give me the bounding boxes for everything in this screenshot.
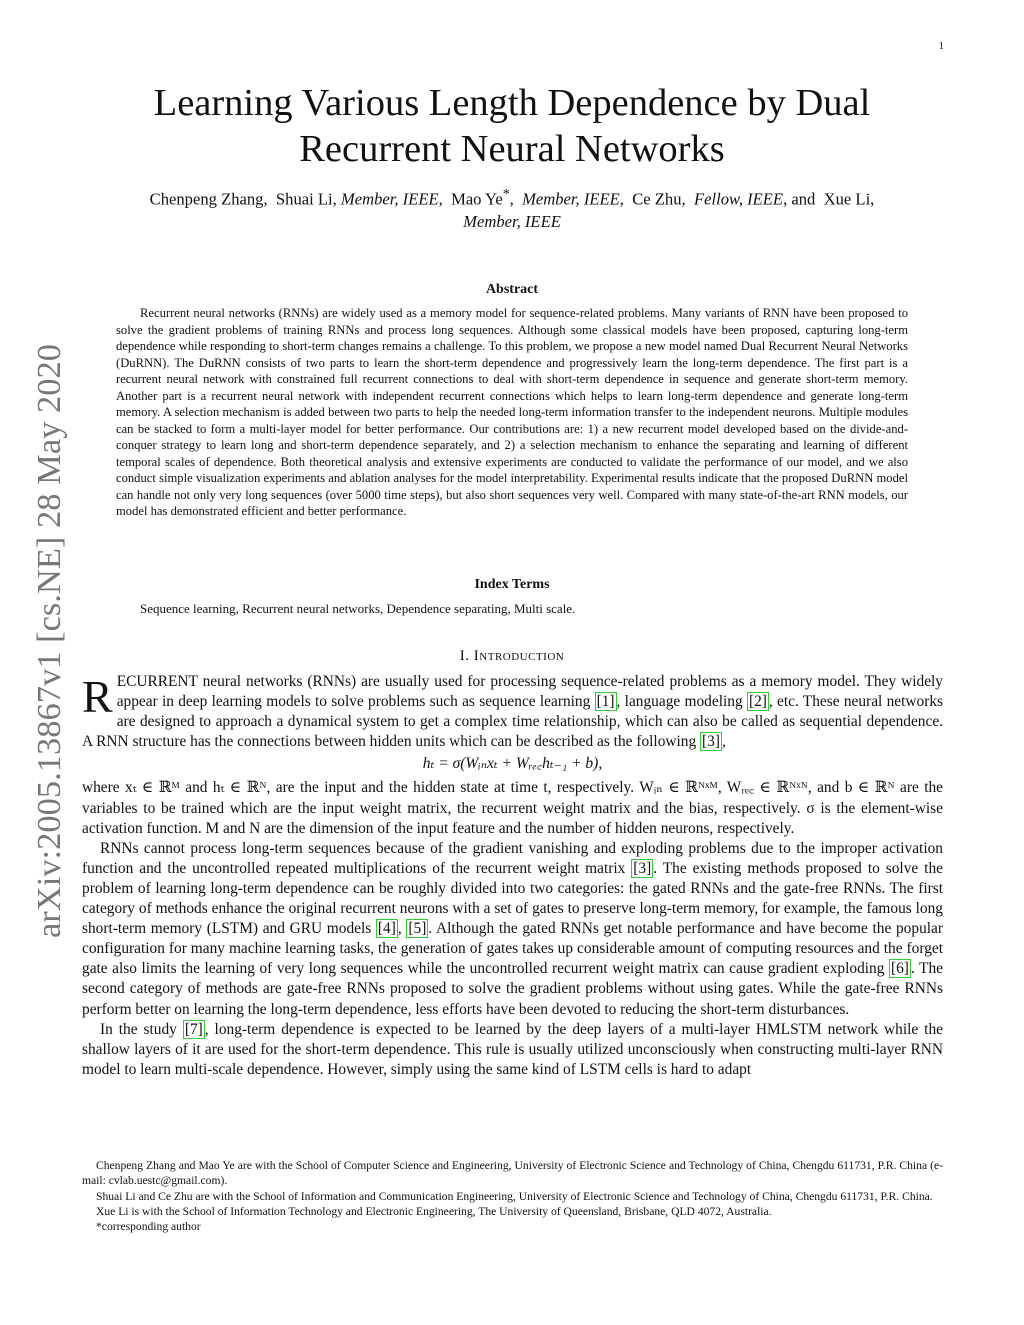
citation-link[interactable]: [5] bbox=[408, 920, 427, 938]
section-heading bbox=[82, 648, 942, 665]
author-and: and bbox=[791, 189, 816, 209]
citation-link[interactable]: [3] bbox=[633, 859, 652, 877]
intro-text: RNNs cannot process long-term sequences because of the gradient vanishing and exploding problems due to the improper activation function and the uncontrolled repeated multiplications of the recurrent weight matrix bbox=[82, 839, 943, 877]
rnn-equation: hₜ = σ(Wᵢₙxₜ + Wᵣₑ꜀hₜ₋₁ + b), bbox=[422, 755, 603, 773]
abstract-text: Recurrent neural networks (RNNs) are widely used as a memory model for sequence-related problems. Many variants of RNN have been proposed to solve the gradient problems of training RNNs and process long sequences. Although some classical models have been proposed, capturing long-term dependence while responding to short-term changes remains a challenge. To this problem, we propose a new model named Dual Recurrent Neural Networks (DuRNN). The DuRNN consists of two parts to learn the short-term dependence and progressively learn the long-term dependence. The first part is a recurrent neural network with constrained full recurrent connections to deal with short-term dependence in sequence and generate short-term memory. Another part is a recurrent neural network with independent recurrent connections which helps to learn long-term dependence and generate long-term memory. A selection mechanism is added between two parts to help the needed long-term information transfer to the independent neurons. Multiple modules can be stacked to form a multi-layer model for better performance. Our contributions are: 1) a new recurrent model developed based on the divide-and-conquer strategy to learn long and short-term dependence separately, and 2) a selection mechanism to enhance the separating and learning of different temporal scales of dependence. Both theoretical analysis and extensive experiments are conducted to validate the performance of our model, and we also conduct simple visualization experiments and ablation analyses for the model interpretability. Experimental results indicate that the proposed DuRNN model can handle not only very long sequences (over 5000 time steps), but also short sequences very well. Compared with many state-of-the-art RNN models, our model has demonstrated efficient and better performance. bbox=[116, 306, 908, 518]
intro-paragraph-4 bbox=[82, 1020, 943, 1080]
title-line-2: Recurrent Neural Networks bbox=[299, 128, 725, 170]
intro-text: , language modeling bbox=[616, 693, 747, 711]
footnote: Chenpeng Zhang and Mao Ye are with the School of Computer Science and Engineering, University of Electronic Science and Technology of China, Chengdu 611731, P.R. China (e-mail: cvlab.uestc@gmail.com). bbox=[82, 1159, 943, 1188]
introduction-body bbox=[82, 672, 943, 1080]
intro-text: . The second category of methods are gate-free RNNs proposed to solve the gradient problems without using gates. While the gate-free RNNs perform better on learning the long-term dependence, less efforts have been devoted to reducing the short-term disturbances. bbox=[82, 960, 943, 1018]
citation-link[interactable]: [3] bbox=[702, 733, 720, 751]
author-5: Xue Li, bbox=[823, 189, 875, 209]
citation-link[interactable]: [1] bbox=[596, 693, 615, 711]
footnotes bbox=[82, 1158, 943, 1234]
arxiv-stamp bbox=[18, 340, 70, 940]
index-terms-heading: Index Terms bbox=[474, 577, 550, 592]
citation-link[interactable]: [2] bbox=[748, 693, 767, 711]
author-2-role: Member, IEEE bbox=[340, 189, 439, 209]
intro-paragraph-1 bbox=[82, 672, 943, 752]
intro-text: . Although the gated RNNs get notable performance and have become the popular configuration for many machine learning tasks, the generation of gates takes up considerable amount of computing resources and the forget gate also limits the learning of very long sequences while the uncontrolled recurrent weight matrix can cause gradient exploding bbox=[82, 920, 944, 978]
drop-cap: R bbox=[82, 671, 113, 722]
intro-paragraph-2: where xₜ ∈ ℝᴹ and hₜ ∈ ℝᴺ, are the input and the hidden state at time t, respectively. Wᵢₙ ∈ ℝᴺˣᴹ, Wᵣₑ꜀ ∈ ℝᴺˣᴺ, and b ∈ ℝᴺ are the variables to be trained which are the input weight matrix, the recurrent weight matrix and the bias, respectively. σ is the element-wise activation function. M and N are the dimension of the input feature and the number of hidden neurons, respectively. bbox=[82, 779, 943, 837]
intro-text: , etc. These neural networks are designed to approach a dynamical system to get a complex time relationship, which can also be called as sequential dependence. A RNN structure has the connections between hidden units which can be described as the following bbox=[82, 693, 944, 751]
author-list: Chenpeng Zhang, Shuai Li, Member, IEEE, Mao Ye*, Member, IEEE, Ce Zhu, Fellow, IEEE, and Xue Li, Member, IEEE bbox=[149, 186, 875, 231]
author-5-role: Member, IEEE bbox=[463, 211, 561, 231]
paper-title bbox=[82, 80, 942, 172]
footnote: *corresponding author bbox=[96, 1220, 201, 1234]
index-terms: Sequence learning, Recurrent neural networks, Dependence separating, Multi scale. bbox=[140, 601, 576, 616]
author-3: Mao Ye bbox=[451, 189, 503, 209]
intro-text: . The existing methods proposed to solve the problem of learning long-term dependence can be roughly divided into two categories: the gated RNNs and the gate-free RNNs. The first category of methods enhance the original recurrent neurons with a set of gates to preserve long-term memory, for example, the famous long short-term memory (LSTM) and GRU models bbox=[82, 859, 943, 938]
page-number: 1 bbox=[938, 40, 944, 52]
intro-text: In the study bbox=[100, 1020, 183, 1038]
author-2: Shuai Li, bbox=[275, 189, 337, 209]
author-4: Ce Zhu, bbox=[632, 189, 686, 209]
corresponding-mark: * bbox=[502, 186, 510, 201]
intro-text: ECURRENT neural networks (RNNs) are usually used for processing sequence-related problems as a memory model. They widely appear in deep learning models to solve problems such as sequence learning bbox=[116, 673, 943, 711]
author-3-role: Member, IEEE bbox=[522, 189, 620, 209]
author-4-role: Fellow, IEEE bbox=[693, 189, 784, 209]
citation-link[interactable]: [6] bbox=[890, 960, 909, 978]
intro-text: , bbox=[397, 920, 407, 938]
intro-text: , bbox=[721, 733, 726, 751]
citation-link[interactable]: [7] bbox=[184, 1020, 203, 1038]
intro-paragraph-3 bbox=[82, 839, 943, 1020]
section-number: I. bbox=[459, 648, 470, 664]
arxiv-stamp-text: arXiv:2005.13867v1 [cs.NE] 28 May 2020 bbox=[31, 352, 68, 938]
footnote: Xue Li is with the School of Information Technology and Electronic Engineering, The University of Queensland, Brisbane, QLD 4072, Australia. bbox=[96, 1204, 772, 1218]
abstract-heading: Abstract bbox=[485, 282, 539, 297]
title-line-1: Learning Various Length Dependence by Dual bbox=[153, 82, 871, 124]
author-1: Chenpeng Zhang, bbox=[149, 189, 268, 209]
section-title: Introduction bbox=[473, 648, 565, 664]
citation-link[interactable]: [4] bbox=[377, 920, 396, 938]
intro-text: , long-term dependence is expected to be learned by the deep layers of a multi-layer HMLSTM network while the shallow layers of it are used for the short-term dependence. This rule is usually utilized unconsciously when constructing multi-layer RNN model to learn multi-scale dependence. However, simply using the same kind of LSTM cells is hard to adapt bbox=[82, 1020, 943, 1078]
footnote: Shuai Li and Ce Zhu are with the School of Information and Communication Engineering, University of Electronic Science and Technology of China, Chengdu 611731, P.R. China. bbox=[96, 1189, 933, 1203]
